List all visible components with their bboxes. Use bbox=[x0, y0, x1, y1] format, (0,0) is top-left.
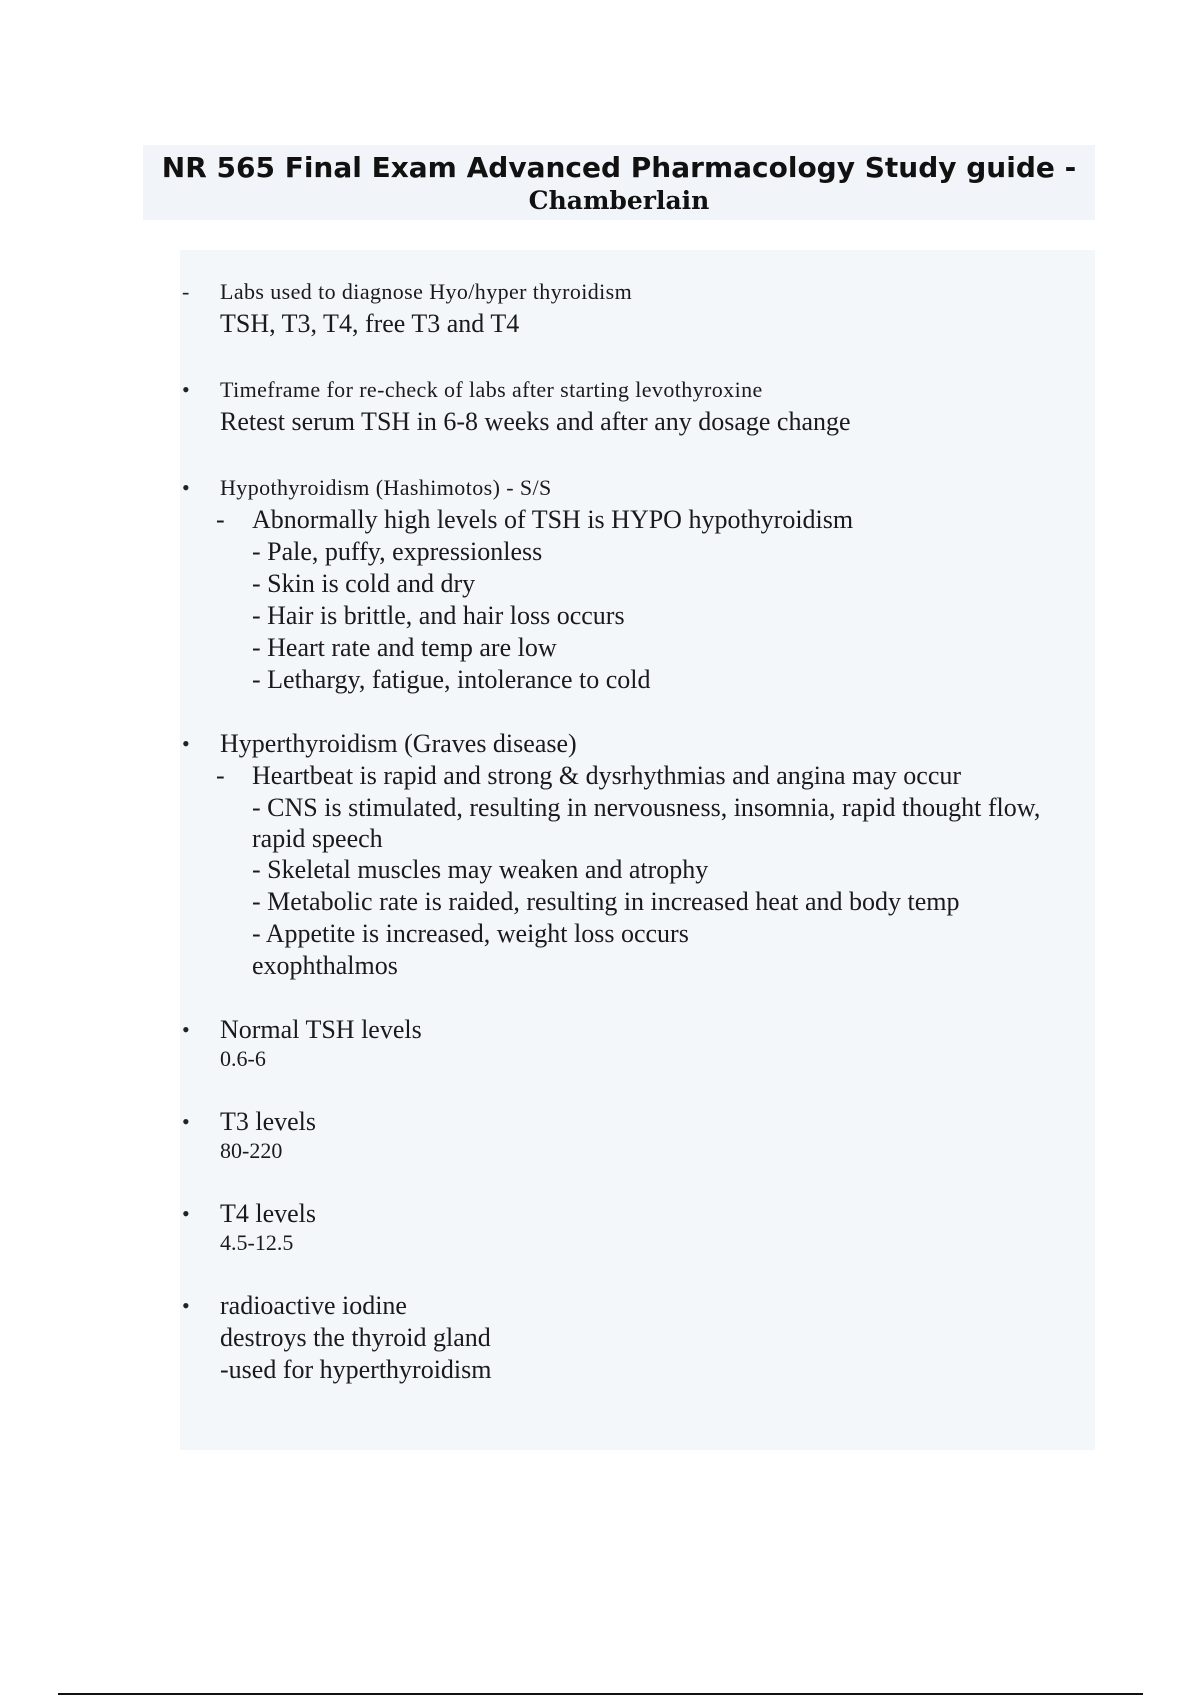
bullet-marker: • bbox=[182, 1293, 190, 1318]
bullet-marker: • bbox=[182, 475, 190, 500]
symptom-list bbox=[180, 760, 1095, 982]
item-heading: T3 levels bbox=[220, 1107, 317, 1136]
sub-dash-marker: - bbox=[216, 761, 225, 790]
symptom-line: exophthalmos bbox=[252, 951, 398, 980]
sub-dash-marker: - bbox=[216, 505, 225, 534]
item-line: -used for hyperthyroidism bbox=[220, 1355, 492, 1384]
bullet-marker: • bbox=[182, 377, 190, 402]
bullet-marker: - bbox=[182, 279, 190, 304]
bullet-marker: • bbox=[182, 1201, 190, 1226]
item-line: destroys the thyroid gland bbox=[220, 1323, 491, 1352]
symptom-line: - Skin is cold and dry bbox=[252, 569, 476, 598]
item-value: 80-220 bbox=[220, 1138, 283, 1163]
item-heading: Hypothyroidism (Hashimotos) - S/S bbox=[220, 475, 552, 500]
list-item-recheck-timeframe bbox=[180, 374, 1095, 438]
bullet-marker: • bbox=[182, 1109, 190, 1134]
symptom-line: - Lethargy, fatigue, intolerance to cold bbox=[252, 665, 651, 694]
item-line: TSH, T3, T4, free T3 and T4 bbox=[220, 309, 520, 338]
symptom-line: - Pale, puffy, expressionless bbox=[252, 537, 543, 566]
item-value: 4.5-12.5 bbox=[220, 1230, 294, 1255]
list-item-t3-levels bbox=[180, 1106, 1095, 1164]
symptom-line: Heartbeat is rapid and strong & dysrhythmias and angina may occur bbox=[252, 761, 962, 790]
symptom-line: - Hair is brittle, and hair loss occurs bbox=[252, 601, 625, 630]
item-heading: Labs used to diagnose Hyo/hyper thyroidism bbox=[220, 279, 633, 304]
symptom-line: - Heart rate and temp are low bbox=[252, 633, 557, 662]
list-item-t4-levels bbox=[180, 1198, 1095, 1256]
item-heading: Hyperthyroidism (Graves disease) bbox=[220, 729, 577, 758]
title-main: NR 565 Final Exam Advanced Pharmacology Study guide - bbox=[161, 151, 1077, 184]
item-heading: Timeframe for re-check of labs after starting levothyroxine bbox=[220, 377, 763, 402]
symptom-line: - Skeletal muscles may weaken and atrophy bbox=[252, 855, 709, 884]
bullet-marker: • bbox=[182, 731, 190, 756]
symptom-line: - CNS is stimulated, resulting in nervousness, insomnia, rapid thought flow, rapid speech bbox=[252, 793, 1041, 853]
bullet-marker: • bbox=[182, 1017, 190, 1042]
symptom-line: - Metabolic rate is raided, resulting in increased heat and body temp bbox=[252, 887, 960, 916]
symptom-line: Abnormally high levels of TSH is HYPO hypothyroidism bbox=[252, 505, 854, 534]
item-heading: Normal TSH levels bbox=[220, 1015, 422, 1044]
item-value: 0.6-6 bbox=[220, 1046, 266, 1071]
symptom-line: - Appetite is increased, weight loss occurs bbox=[252, 919, 689, 948]
item-line: Retest serum TSH in 6-8 weeks and after any dosage change bbox=[220, 407, 851, 436]
list-item-radioactive-iodine bbox=[180, 1290, 1095, 1386]
list-item-labs bbox=[180, 276, 1095, 340]
title-subtitle: Chamberlain bbox=[528, 186, 710, 215]
list-item-normal-tsh bbox=[180, 1014, 1095, 1072]
list-item-hypothyroidism bbox=[180, 472, 1095, 696]
item-heading: radioactive iodine bbox=[220, 1291, 407, 1320]
item-heading: T4 levels bbox=[220, 1199, 317, 1228]
list-item-hyperthyroidism bbox=[180, 728, 1095, 982]
page-title bbox=[143, 150, 1095, 217]
study-guide-content bbox=[180, 276, 1095, 1386]
symptom-list bbox=[180, 504, 1095, 696]
footer-rule bbox=[58, 1693, 1143, 1695]
